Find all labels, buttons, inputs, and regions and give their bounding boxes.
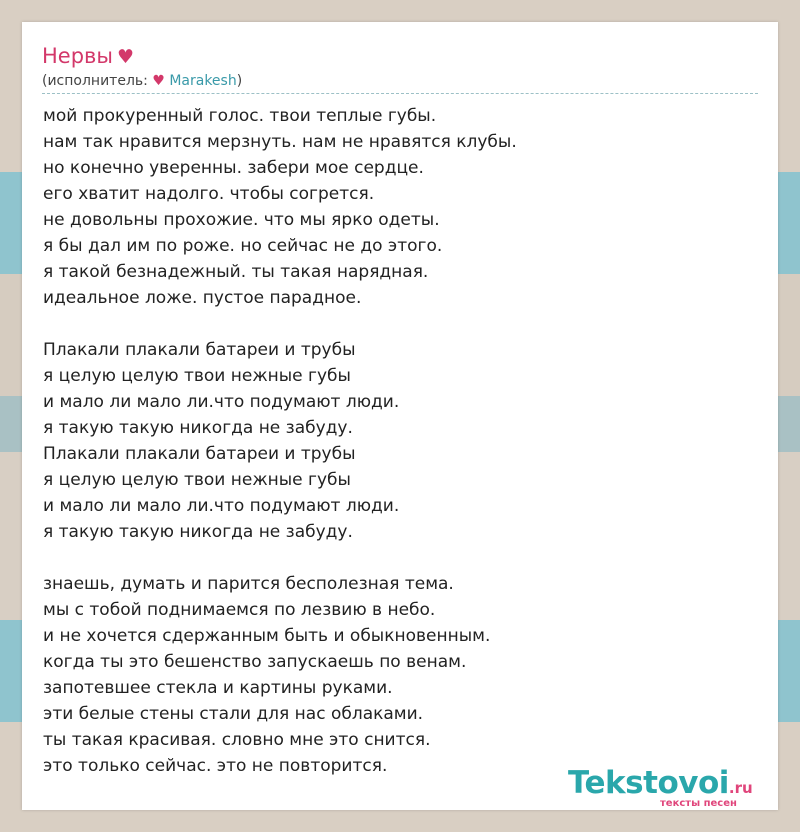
lyric-line: и мало ли мало ли.что подумают люди.: [43, 496, 400, 516]
site-logo[interactable]: [568, 765, 778, 815]
lyric-line: и мало ли мало ли.что подумают люди.: [43, 392, 400, 412]
lyric-line: знаешь, думать и парится бесполезная тема.: [43, 574, 454, 594]
lyrics-card: [22, 22, 778, 810]
lyrics-text: [43, 103, 743, 779]
lyric-line: мы с тобой поднимаемся по лезвию в небо.: [43, 600, 436, 620]
lyric-line: это только сейчас. это не повторится.: [43, 756, 388, 776]
song-title: [42, 43, 134, 70]
artist-prefix: (исполнитель:: [42, 73, 153, 89]
artist-heart-icon: ♥: [152, 73, 165, 89]
lyric-line: я целую целую твои нежные губы: [43, 366, 351, 386]
lyric-line: нам так нравится мерзнуть. нам не нравятся клубы.: [43, 132, 517, 152]
lyric-line: его хватит надолго. чтобы согрется.: [43, 184, 375, 204]
stanza-gap: [43, 545, 743, 571]
lyric-line: Плакали плакали батареи и трубы: [43, 444, 356, 464]
verse-1: [43, 103, 743, 311]
lyric-line: запотевшее стекла и картины руками.: [43, 678, 393, 698]
logo-tld: .ru: [728, 779, 753, 797]
lyric-line: когда ты это бешенство запускаешь по венам.: [43, 652, 467, 672]
lyric-line: Плакали плакали батареи и трубы: [43, 340, 356, 360]
dashed-divider: [42, 93, 758, 94]
stanza-gap: [43, 311, 743, 337]
lyric-line: я такой безнадежный. ты такая нарядная.: [43, 262, 429, 282]
lyric-line: идеальное ложе. пустое парадное.: [43, 288, 362, 308]
logo-main-text: Tekstovoi: [568, 765, 729, 801]
logo-tagline: тексты песен: [660, 798, 737, 809]
lyric-line: мой прокуренный голос. твои теплые губы.: [43, 106, 437, 126]
lyric-line: не довольны прохожие. что мы ярко одеты.: [43, 210, 440, 230]
lyric-line: я такую такую никогда не забуду.: [43, 522, 353, 542]
chorus: [43, 337, 743, 545]
lyric-line: я целую целую твои нежные губы: [43, 470, 351, 490]
lyric-line: эти белые стены стали для нас облаками.: [43, 704, 424, 724]
artist-line: [42, 72, 242, 90]
lyric-line: я такую такую никогда не забуду.: [43, 418, 353, 438]
lyric-line: ты такая красивая. словно мне это снится.: [43, 730, 431, 750]
lyric-line: я бы дал им по роже. но сейчас не до этого.: [43, 236, 443, 256]
artist-suffix: ): [236, 73, 243, 89]
lyric-line: и не хочется сдержанным быть и обыкновенным.: [43, 626, 491, 646]
favorite-heart-icon[interactable]: ♥: [117, 46, 135, 68]
artist-link[interactable]: Marakesh: [169, 73, 237, 89]
verse-2: [43, 571, 743, 779]
lyric-line: но конечно уверенны. забери мое сердце.: [43, 158, 424, 178]
song-title-text: Нервы: [42, 44, 113, 68]
